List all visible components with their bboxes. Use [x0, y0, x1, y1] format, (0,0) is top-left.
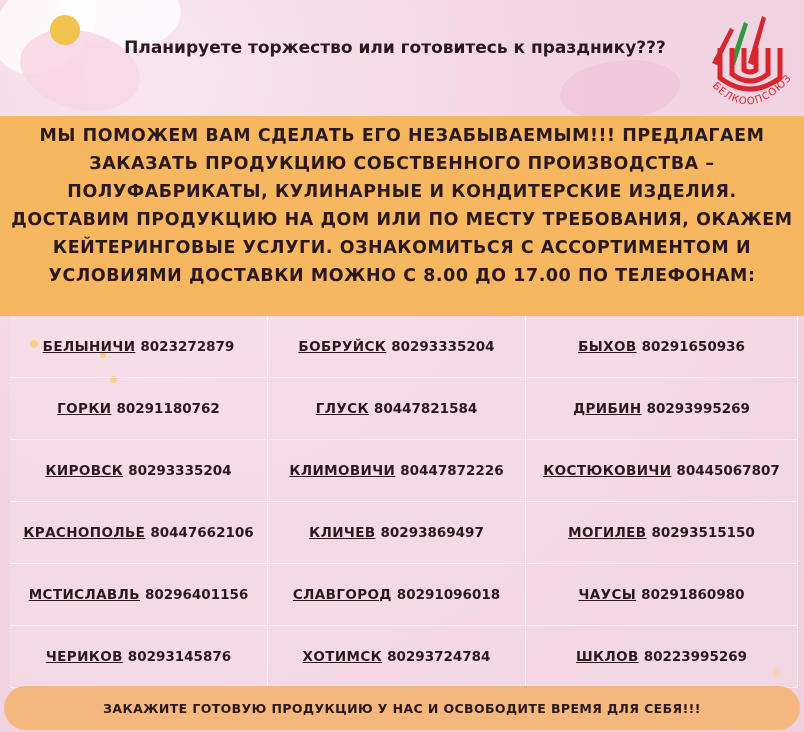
contact-cell: БОБРУЙСК 80293335204 — [268, 316, 526, 378]
info-banner — [0, 116, 804, 316]
contact-cell: КЛИМОВИЧИ 80447872226 — [268, 440, 526, 502]
footer-banner — [4, 686, 800, 730]
contact-cell: БЕЛЫНИЧИ 8023272879 — [10, 316, 268, 378]
contact-cell: КОСТЮКОВИЧИ 80445067807 — [526, 440, 798, 502]
contact-cell: ХОТИМСК 80293724784 — [268, 626, 526, 688]
contact-cell: ДРИБИН 80293995269 — [526, 378, 798, 440]
contact-cell: ШКЛОВ 80223995269 — [526, 626, 798, 688]
belkoopsoyuz-logo — [700, 8, 800, 118]
contact-cell: МСТИСЛАВЛЬ 80296401156 — [10, 564, 268, 626]
logo-text: БЕЛКООПСОЮЗ — [709, 72, 795, 108]
banner-text: МЫ ПОМОЖЕМ ВАМ СДЕЛАТЬ ЕГО НЕЗАБЫВАЕМЫМ!!! ПРЕДЛАГАЕМ ЗАКАЗАТЬ ПРОДУКЦИЮ СОБСТВЕННОГО ПРОИЗВОДСТВА – ПОЛУФАБРИКАТЫ, КУЛИНАРНЫЕ И КОНДИТЕРСКИЕ ИЗДЕЛИЯ. ДОСТАВИМ ПРОДУКЦИЮ НА ДОМ ИЛИ ПО МЕСТУ ТРЕБОВАНИЯ, ОКАЖЕМ КЕЙТЕРИНГОВЫЕ УСЛУГИ. ОЗНАКОМИТЬСЯ С АССОРТИМЕНТОМ И УСЛОВИЯМИ ДОСТАВКИ МОЖНО С 8.00 ДО 17.00 ПО ТЕЛЕФОНАМ: — [11, 126, 793, 286]
contact-cell: ЧАУСЫ 80291860980 — [526, 564, 798, 626]
contacts-grid — [10, 316, 798, 688]
contact-cell: БЫХОВ 80291650936 — [526, 316, 798, 378]
contact-cell: ГЛУСК 80447821584 — [268, 378, 526, 440]
contact-cell: КЛИЧЕВ 80293869497 — [268, 502, 526, 564]
contact-cell: ГОРКИ 80291180762 — [10, 378, 268, 440]
contact-cell: ЧЕРИКОВ 80293145876 — [10, 626, 268, 688]
page-title: Планируете торжество или готовитесь к празднику??? — [124, 38, 666, 58]
contact-cell: МОГИЛЕВ 80293515150 — [526, 502, 798, 564]
footer-text: ЗАКАЖИТЕ ГОТОВУЮ ПРОДУКЦИЮ У НАС И ОСВОБОДИТЕ ВРЕМЯ ДЛЯ СЕБЯ!!! — [103, 700, 701, 716]
contact-cell: КРАСНОПОЛЬЕ 80447662106 — [10, 502, 268, 564]
contact-cell: СЛАВГОРОД 80291096018 — [268, 564, 526, 626]
contact-cell: КИРОВСК 80293335204 — [10, 440, 268, 502]
flower-decoration — [0, 0, 200, 120]
